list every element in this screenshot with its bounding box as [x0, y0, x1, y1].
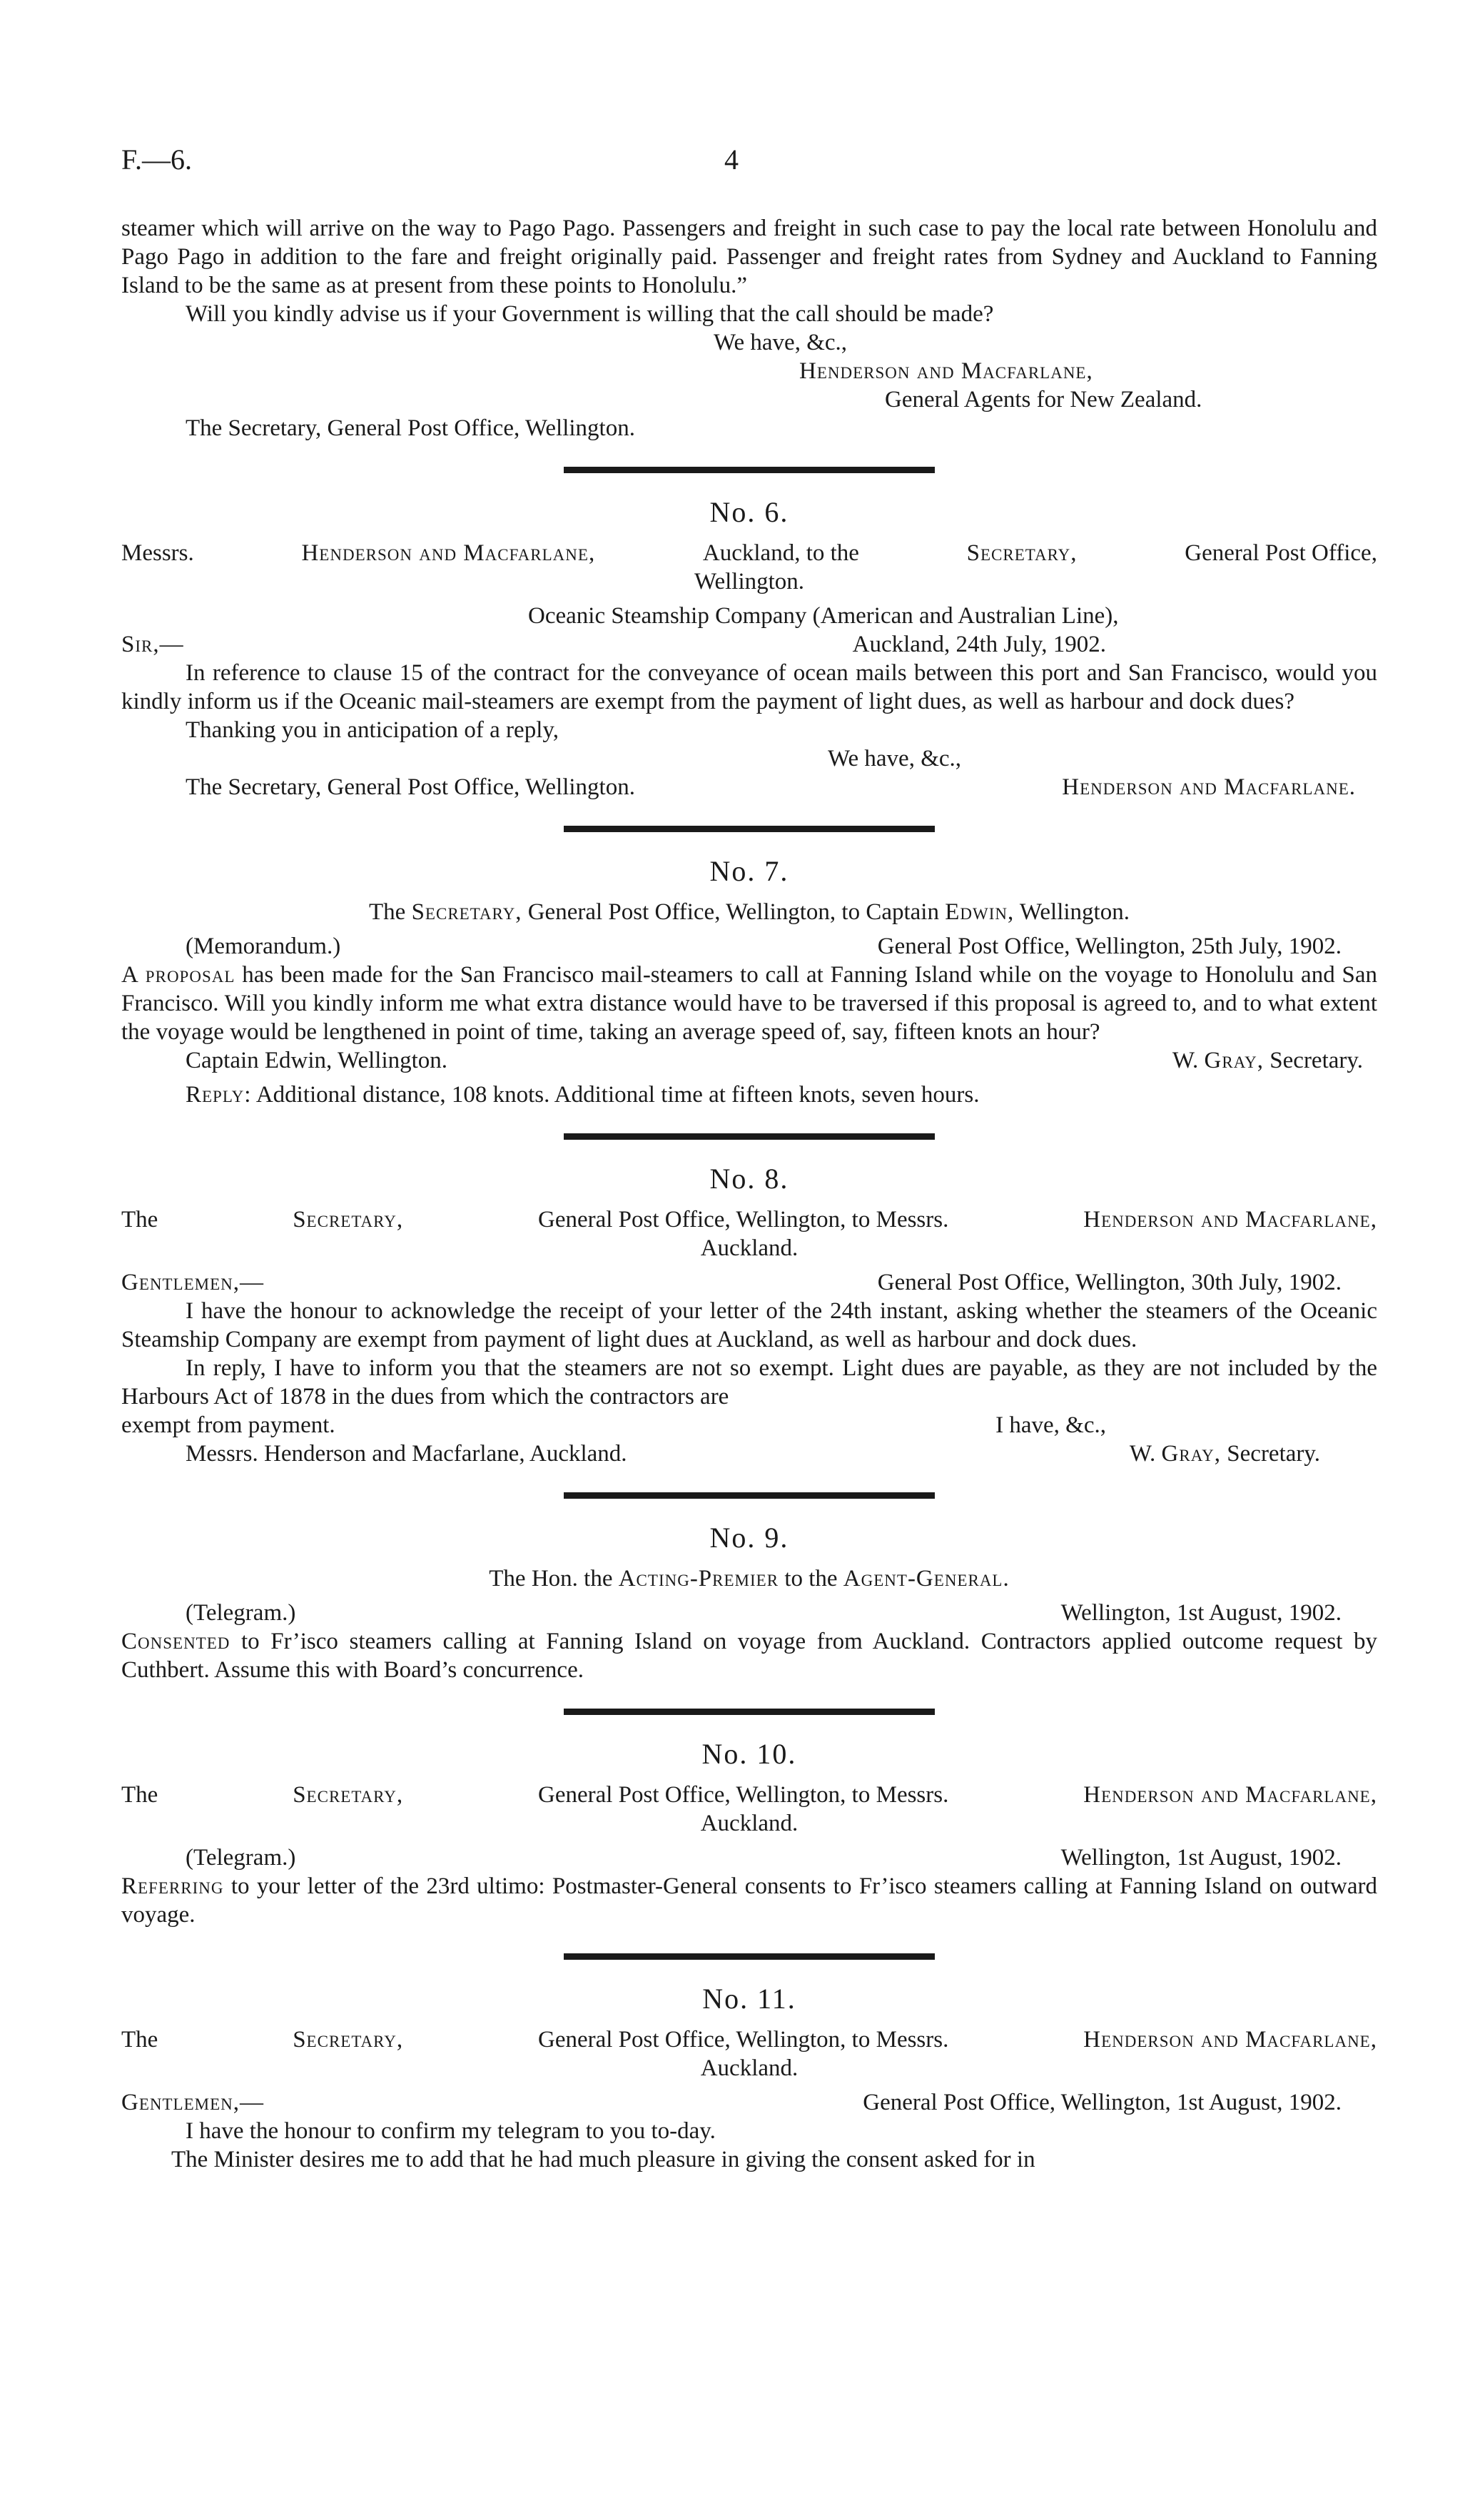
salutation: Gentlemen,—: [121, 2090, 264, 2115]
body-paragraph: [121, 1627, 1377, 1684]
letter-number: No. 8.: [709, 1163, 789, 1195]
signature-line: [121, 1439, 1377, 1468]
salutation-line: [121, 1268, 1377, 1297]
body-paragraph: In reference to clause 15 of the contract for the conveyance of ocean mails between this port and San Francisco, would you kindly inform us if the Oceanic mail-steamers are exempt from the payment of light dues, as well as harbour and dock dues?: [121, 660, 1377, 714]
title-continuation: Auckland.: [700, 1811, 799, 1836]
letter-no-8: [121, 1161, 1377, 1468]
title-continuation: Wellington.: [694, 569, 805, 594]
signature-name: Gray,: [1161, 1441, 1222, 1467]
body-paragraph: The Minister desires me to add that he had much pleasure in giving the consent asked for in: [171, 2147, 1035, 2172]
salutation-line: [121, 630, 1377, 659]
reply-line: [121, 1081, 1377, 1109]
title-part: to the: [784, 1566, 838, 1592]
section-divider: [564, 826, 935, 832]
title-secretary: Secretary,: [411, 899, 522, 925]
letter-number: No. 6.: [709, 496, 789, 528]
intro-addressee: The Secretary, General Post Office, Wellington.: [186, 415, 635, 441]
telegram-label: (Telegram.): [186, 1600, 296, 1626]
title-part: The: [121, 1207, 158, 1233]
title-sender: Acting-Premier: [618, 1566, 779, 1592]
title-secretary: Secretary,: [293, 1207, 404, 1233]
lead-words: Consented: [121, 1629, 230, 1654]
letter-title: [121, 1564, 1377, 1593]
signature: Henderson and Macfarlane.: [1062, 774, 1356, 800]
title-recipient: Edwin,: [945, 899, 1015, 925]
place-date: General Post Office, Wellington, 30th July, 1902.: [877, 1270, 1342, 1295]
page-reference: F.—6.: [121, 143, 193, 176]
title-part: The Hon. the: [489, 1566, 613, 1592]
letter-number: No. 11.: [702, 1983, 796, 2015]
intro-question: Will you kindly advise us if your Government is willing that the call should be made?: [186, 301, 994, 327]
reply-text: Additional distance, 108 knots. Additional time at fifteen knots, seven hours.: [255, 1082, 980, 1108]
intro-firm: Henderson and Macfarlane,: [799, 358, 1093, 384]
section-divider: [564, 1492, 935, 1499]
telegram-line: [121, 1843, 1377, 1872]
paragraph-end: exempt from payment.: [121, 1412, 335, 1438]
letter-no-6: [121, 495, 1377, 801]
signature-line: [121, 773, 1377, 801]
intro-firm-title: General Agents for New Zealand.: [885, 387, 1202, 413]
letter-number: No. 7.: [709, 855, 789, 887]
reply-label: Reply:: [186, 1082, 252, 1108]
title-part: General Post Office, Wellington, to Captain: [527, 899, 939, 925]
intro-closing: We have, &c.,: [714, 330, 848, 355]
page-number: 4: [724, 143, 739, 176]
title-part: Wellington.: [1019, 899, 1130, 925]
body-paragraph: [121, 961, 1377, 1046]
title-recipient: Agent-General.: [843, 1566, 1010, 1592]
title-part: General Post Office,: [1185, 540, 1377, 566]
title-part: Auckland, to the: [702, 540, 859, 566]
letter-title: [121, 1205, 1377, 1234]
salutation: Sir,—: [121, 632, 184, 657]
salutation: Gentlemen,—: [121, 1270, 264, 1295]
addressee: The Secretary, General Post Office, Wellington.: [186, 774, 635, 800]
body-paragraph: I have the honour to acknowledge the receipt of your letter of the 24th instant, asking whether the steamers of the Oceanic Steamship Company are exempt from payment of light dues at Auckland, as well as harbour and dock dues.: [121, 1298, 1377, 1352]
section-divider: [564, 467, 935, 473]
signature-line: [121, 1046, 1377, 1075]
place-date: General Post Office, Wellington, 25th July, 1902.: [877, 933, 1342, 959]
letter-no-10: [121, 1736, 1377, 1929]
place-date: Wellington, 1st August, 1902.: [1060, 1845, 1342, 1871]
telegram-line: [121, 1599, 1377, 1627]
title-secretary: Secretary,: [293, 2027, 404, 2053]
title-part: The: [369, 899, 406, 925]
title-part: General Post Office, Wellington, to Messrs.: [537, 2027, 949, 2053]
letter-title: [121, 1781, 1377, 1809]
letter-number: No. 10.: [701, 1738, 797, 1770]
body-paragraph: I have the honour to confirm my telegram to you to-day.: [186, 2118, 716, 2144]
section-divider: [564, 1133, 935, 1140]
letter-continuation: [121, 214, 1377, 442]
title-continuation: Auckland.: [700, 2055, 799, 2081]
title-names: Henderson and Macfarlane,: [301, 540, 596, 566]
closing: We have, &c.,: [828, 746, 962, 771]
paragraph-text: to your letter of the 23rd ultimo: Postmaster-General consents to Fr’isco steamers calling at Fanning Island on outward voyage.: [121, 1873, 1378, 1928]
addressee: Messrs. Henderson and Macfarlane, Auckland.: [186, 1441, 627, 1467]
signature-title: Secretary.: [1227, 1441, 1320, 1467]
letter-no-11: [121, 1981, 1377, 2174]
paragraph-text: to Fr’isco steamers calling at Fanning Island on voyage from Auckland. Contractors applied outcome request by Cuthbert. Assume this with Board’s concurrence.: [121, 1629, 1377, 1683]
title-part: General Post Office, Wellington, to Messrs.: [537, 1207, 949, 1233]
letter-number: No. 9.: [709, 1522, 789, 1554]
lead-words: A proposal: [121, 962, 235, 988]
place-date: Wellington, 1st August, 1902.: [1060, 1600, 1342, 1626]
signature-title: Secretary.: [1269, 1048, 1363, 1073]
letterhead-place-date: Auckland, 24th July, 1902.: [852, 632, 1106, 657]
title-secretary: Secretary,: [293, 1782, 404, 1808]
letterhead-company: Oceanic Steamship Company (American and Australian Line),: [528, 603, 1119, 629]
intro-paragraph: steamer which will arrive on the way to Pago Pago. Passengers and freight in such case to pay the local rate between Honolulu and Pago Pago in addition to the fare and freight originally paid. Passenger and freight rates from Sydney and Auckland to Fanning Island to be the same as at present from these points to Honolulu.”: [121, 216, 1377, 298]
title-names: Henderson and Macfarlane,: [1083, 1207, 1377, 1233]
body-thanks: Thanking you in anticipation of a reply,: [186, 717, 559, 743]
letter-title: [121, 2025, 1377, 2054]
document-body: [121, 214, 1377, 2174]
section-divider: [564, 1709, 935, 1715]
section-divider: [564, 1953, 935, 1960]
title-part: Messrs.: [121, 540, 194, 566]
body-paragraph: [121, 1872, 1377, 1929]
title-secretary: Secretary,: [966, 540, 1078, 566]
lead-words: Referring: [121, 1873, 224, 1899]
memo-label: (Memorandum.): [186, 933, 341, 959]
letter-no-9: [121, 1520, 1377, 1684]
letter-no-7: [121, 854, 1377, 1109]
closing-line: [121, 1411, 1377, 1439]
place-date: General Post Office, Wellington, 1st August, 1902.: [863, 2090, 1342, 2115]
title-names: Henderson and Macfarlane,: [1083, 1782, 1377, 1808]
title-part: General Post Office, Wellington, to Messrs.: [537, 1782, 949, 1808]
paragraph-text: has been made for the San Francisco mail-steamers to call at Fanning Island while on the voyage to Honolulu and San Francisco. Will you kindly inform me what extra distance would have to be traversed if this proposal is agreed to, and to what extent the voyage would be lengthened in point of time, taking an average speed of, say, fifteen knots an hour?: [121, 962, 1378, 1045]
addressee: Captain Edwin, Wellington.: [186, 1048, 448, 1073]
salutation-line: [121, 2088, 1377, 2117]
letter-title: [121, 898, 1377, 926]
title-part: The: [121, 2027, 158, 2053]
title-continuation: Auckland.: [700, 1235, 799, 1261]
body-paragraph: In reply, I have to inform you that the steamers are not so exempt. Light dues are payable, as they are not included by the Harbours Act of 1878 in the dues from which the contractors are: [121, 1355, 1377, 1410]
signature-initial: W.: [1172, 1048, 1199, 1073]
telegram-label: (Telegram.): [186, 1845, 296, 1871]
title-part: The: [121, 1782, 158, 1808]
letter-title: [121, 539, 1377, 567]
title-names: Henderson and Macfarlane,: [1083, 2027, 1377, 2053]
signature-name: Gray,: [1204, 1048, 1264, 1073]
signature-initial: W.: [1129, 1441, 1156, 1467]
closing: I have, &c.,: [995, 1412, 1106, 1438]
memo-line: [121, 932, 1377, 961]
